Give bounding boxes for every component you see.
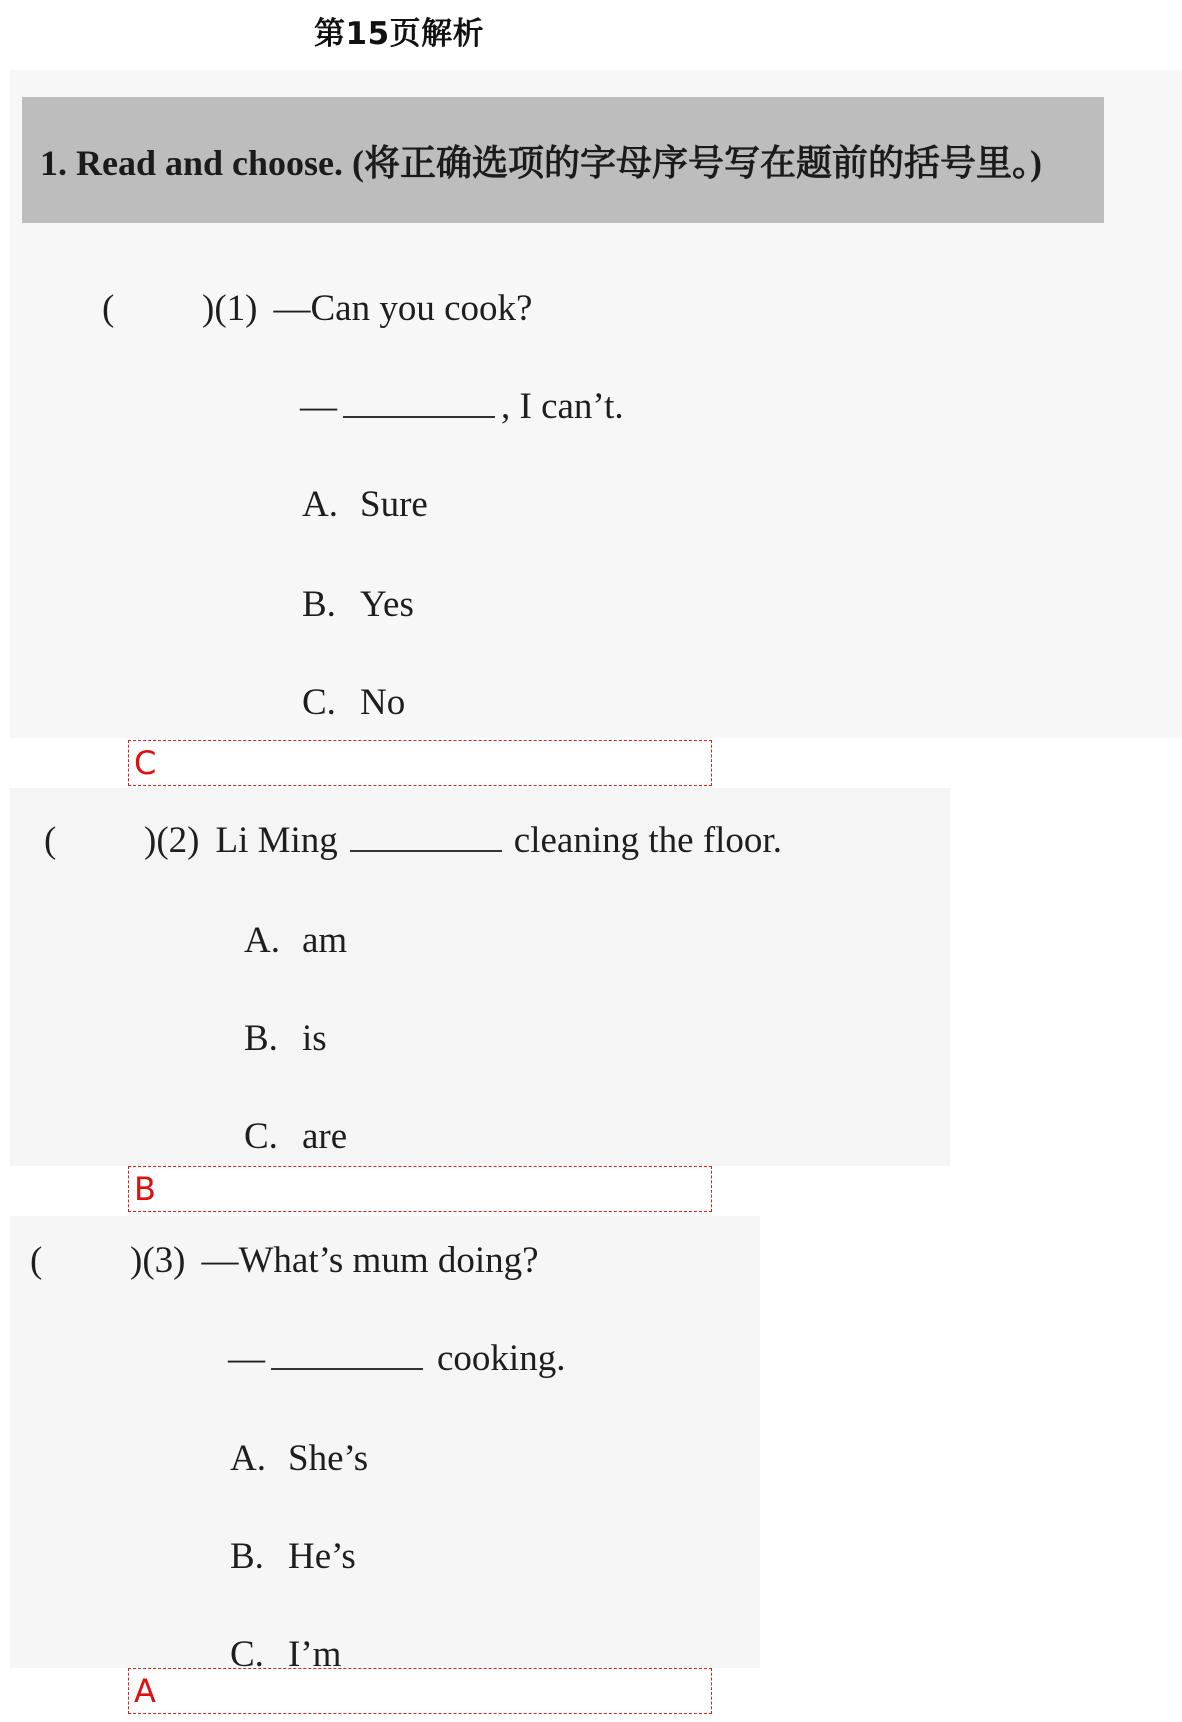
response-tail: cooking. (437, 1338, 566, 1379)
option-text: She’s (288, 1438, 369, 1479)
question-number: (3) (142, 1240, 186, 1281)
option-text: am (302, 920, 348, 961)
option-text: are (302, 1116, 348, 1157)
question-2-prompt-line (44, 822, 782, 859)
option-c (302, 684, 405, 721)
option-letter: B. (230, 1536, 264, 1577)
option-text: He’s (288, 1536, 356, 1577)
answer-paren-open: ( (44, 820, 57, 861)
option-text: Yes (360, 584, 414, 625)
fill-blank (350, 824, 502, 852)
option-a (302, 486, 428, 523)
scanned-region-3 (10, 1216, 760, 1668)
question-prompt: —Can you cook? (273, 288, 533, 329)
option-text: Sure (360, 484, 428, 525)
question-number: (2) (156, 820, 200, 861)
question-3-response-line (228, 1340, 565, 1377)
option-text: I’m (288, 1634, 342, 1675)
question-number: (1) (214, 288, 258, 329)
answer-paren-close: ) (202, 288, 215, 329)
option-a (230, 1440, 368, 1477)
option-letter: B. (302, 584, 336, 625)
answer-box: A (128, 1668, 712, 1714)
option-letter: C. (302, 682, 336, 723)
answer-paren-close: ) (144, 820, 157, 861)
option-letter: A. (244, 920, 280, 961)
section-banner (22, 97, 1104, 223)
section-heading: 1. Read and choose. (将正确选项的字母序号写在题前的括号里。) (40, 142, 1043, 183)
option-b (230, 1538, 356, 1575)
option-text: is (302, 1018, 327, 1059)
fill-blank (343, 390, 495, 418)
answer-box: C (128, 740, 712, 786)
option-a (244, 922, 347, 959)
option-b (244, 1020, 327, 1057)
option-letter: C. (244, 1116, 278, 1157)
option-letter: A. (302, 484, 338, 525)
option-letter: C. (230, 1634, 264, 1675)
page-title: 第15页解析 (314, 16, 485, 52)
question-prompt-after: cleaning the floor. (513, 820, 782, 861)
answer-paren-close: ) (130, 1240, 143, 1281)
option-b (302, 586, 414, 623)
question-prompt-before: Li Ming (215, 820, 338, 861)
option-letter: B. (244, 1018, 278, 1059)
question-1-prompt-line (102, 290, 532, 327)
option-letter: A. (230, 1438, 266, 1479)
response-dash: — (228, 1338, 265, 1379)
answer-paren-open: ( (102, 288, 115, 329)
question-1-response-line (300, 388, 624, 425)
option-c (244, 1118, 347, 1155)
question-prompt: —What’s mum doing? (201, 1240, 539, 1281)
answer-paren-open: ( (30, 1240, 43, 1281)
fill-blank (271, 1342, 423, 1370)
option-text: No (360, 682, 406, 723)
question-3-prompt-line (30, 1242, 539, 1279)
response-tail: , I can’t. (501, 386, 624, 427)
answer-box: B (128, 1166, 712, 1212)
response-dash: — (300, 386, 337, 427)
